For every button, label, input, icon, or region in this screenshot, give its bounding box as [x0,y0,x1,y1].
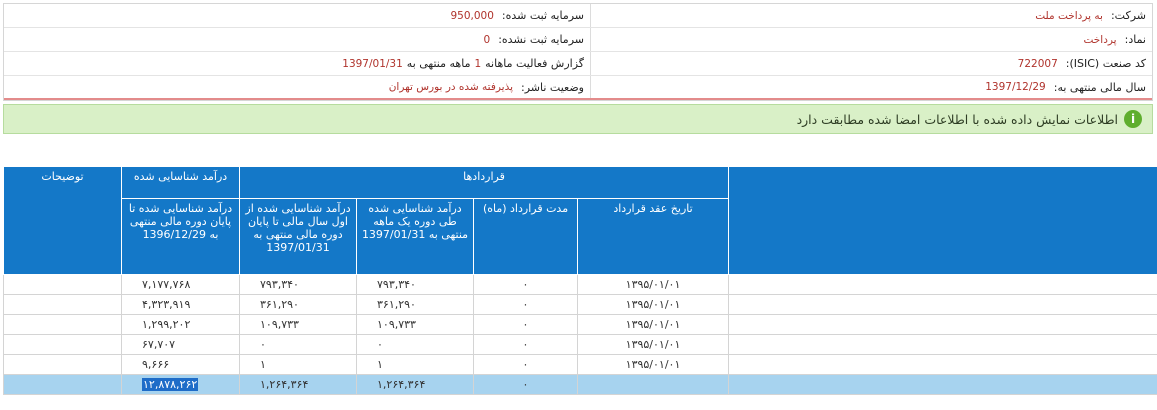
row-revenue-previous: ۴,۳۲۳,۹۱۹ [122,295,240,315]
col-header-duration: مدت قرارداد (ماه) [474,199,578,275]
table-row [4,355,1157,375]
company-value: به پرداخت ملت [1035,9,1103,22]
report-mid: ماهه منتهی به [406,57,471,70]
row-revenue-period: ۷۹۳,۳۴۰ [357,275,474,295]
capital-label: سرمایه ثبت شده: [501,9,584,22]
row-notes [4,315,122,335]
selected-total-value[interactable]: ۱۲,۸۷۸,۲۶۲ [143,378,198,391]
isic-value: 722007 [1017,57,1058,70]
row-revenue-ytd: ۷۹۳,۳۴۰ [240,275,357,295]
symbol-value[interactable]: پرداخت [1083,33,1117,46]
isic-cell [590,52,1152,75]
col-header-revenue-ytd: درآمد شناسایی شده از اول سال مالی تا پایان دوره مالی منتهی به 1397/01/31 [240,199,357,275]
total-notes [4,375,122,395]
table-row [4,275,1157,295]
row-revenue-period: ۰ [357,335,474,355]
row-revenue-period: ۱۰۹,۷۳۳ [357,315,474,335]
table-row [4,315,1157,335]
row-description [729,355,1157,375]
row-notes [4,335,122,355]
row-contract-date: ۱۳۹۵/۰۱/۰۱ [578,355,729,375]
report-date: 1397/01/31 [342,57,403,70]
total-duration: ۰ [474,375,578,395]
row-revenue-previous: ۹,۶۶۶ [122,355,240,375]
capital-value: 950,000 [450,9,494,22]
table-row [4,295,1157,315]
row-description [729,335,1157,355]
total-revenue-period: ۱,۲۶۴,۳۶۴ [357,375,474,395]
row-revenue-ytd: ۱۰۹,۷۳۳ [240,315,357,335]
unregistered-capital-label: سرمایه ثبت نشده: [498,33,584,46]
row-revenue-previous: ۷,۱۷۷,۷۶۸ [122,275,240,295]
row-description [729,275,1157,295]
info-icon: i [1124,110,1142,128]
col-header-contract-date: تاریخ عقد قرارداد [578,199,729,275]
row-notes [4,295,122,315]
report-months: 1 [474,57,482,70]
row-revenue-ytd: ۳۶۱,۲۹۰ [240,295,357,315]
fiscal-cell [590,76,1152,98]
row-contract-date: ۱۳۹۵/۰۱/۰۱ [578,275,729,295]
row-revenue-period: ۱ [357,355,474,375]
row-duration: ۰ [474,335,578,355]
info-row-fiscal [4,76,1152,100]
row-revenue-ytd: ۰ [240,335,357,355]
row-duration: ۰ [474,275,578,295]
info-row-symbol [4,28,1152,52]
col-header-notes: توضیحات [4,167,122,275]
col-header-revenue-period: درآمد شناسایی شده طی دوره یک ماهه منتهی به 1397/01/31 [357,199,474,275]
row-contract-date: ۱۳۹۵/۰۱/۰۱ [578,335,729,355]
symbol-label: نماد: [1124,33,1146,46]
fiscal-value: 1397/12/29 [985,81,1046,93]
table-row [4,335,1157,355]
row-contract-date: ۱۳۹۵/۰۱/۰۱ [578,295,729,315]
col-group-contracts: قراردادها [240,167,729,199]
row-revenue-previous: ۶۷,۷۰۷ [122,335,240,355]
row-revenue-period: ۳۶۱,۲۹۰ [357,295,474,315]
publisher-value: پذیرفته شده در بورس تهران [388,81,514,93]
company-info-panel [3,3,1153,101]
company-cell [590,4,1152,27]
report-prefix: گزارش فعالیت ماهانه [485,57,584,70]
row-notes [4,355,122,375]
row-duration: ۰ [474,295,578,315]
total-contract-date [578,375,729,395]
report-title-cell [4,52,590,75]
fiscal-label: سال مالی منتهی به: [1053,80,1146,94]
unregistered-capital-value: 0 [483,33,491,46]
capital-cell [4,4,590,27]
total-row [4,375,1157,395]
contracts-table [3,166,1157,395]
row-revenue-ytd: ۱ [240,355,357,375]
publisher-label: وضعیت ناشر: [521,80,584,94]
symbol-cell [590,28,1152,51]
col-group-revenue: درآمد شناسایی شده [122,167,240,199]
company-label: شرکت: [1110,9,1146,22]
publisher-cell [4,76,590,98]
isic-label: کد صنعت (ISIC): [1065,57,1146,70]
row-description [729,315,1157,335]
total-revenue-ytd: ۱,۲۶۴,۳۶۴ [240,375,357,395]
row-duration: ۰ [474,355,578,375]
row-description [729,295,1157,315]
info-row-isic [4,52,1152,76]
verification-alert [3,104,1153,134]
col-header-description [729,167,1157,275]
alert-text: اطلاعات نمایش داده شده با اطلاعات امضا شده مطابقت دارد [796,111,1118,127]
info-row-company [4,4,1152,28]
col-header-revenue-previous: درآمد شناسایی شده تا پایان دوره مالی منتهی به 1396/12/29 [122,199,240,275]
row-contract-date: ۱۳۹۵/۰۱/۰۱ [578,315,729,335]
total-label [729,375,1157,395]
unregistered-capital-cell [4,28,590,51]
row-notes [4,275,122,295]
total-revenue-previous[interactable] [122,375,240,395]
row-duration: ۰ [474,315,578,335]
row-revenue-previous: ۱,۲۹۹,۲۰۲ [122,315,240,335]
